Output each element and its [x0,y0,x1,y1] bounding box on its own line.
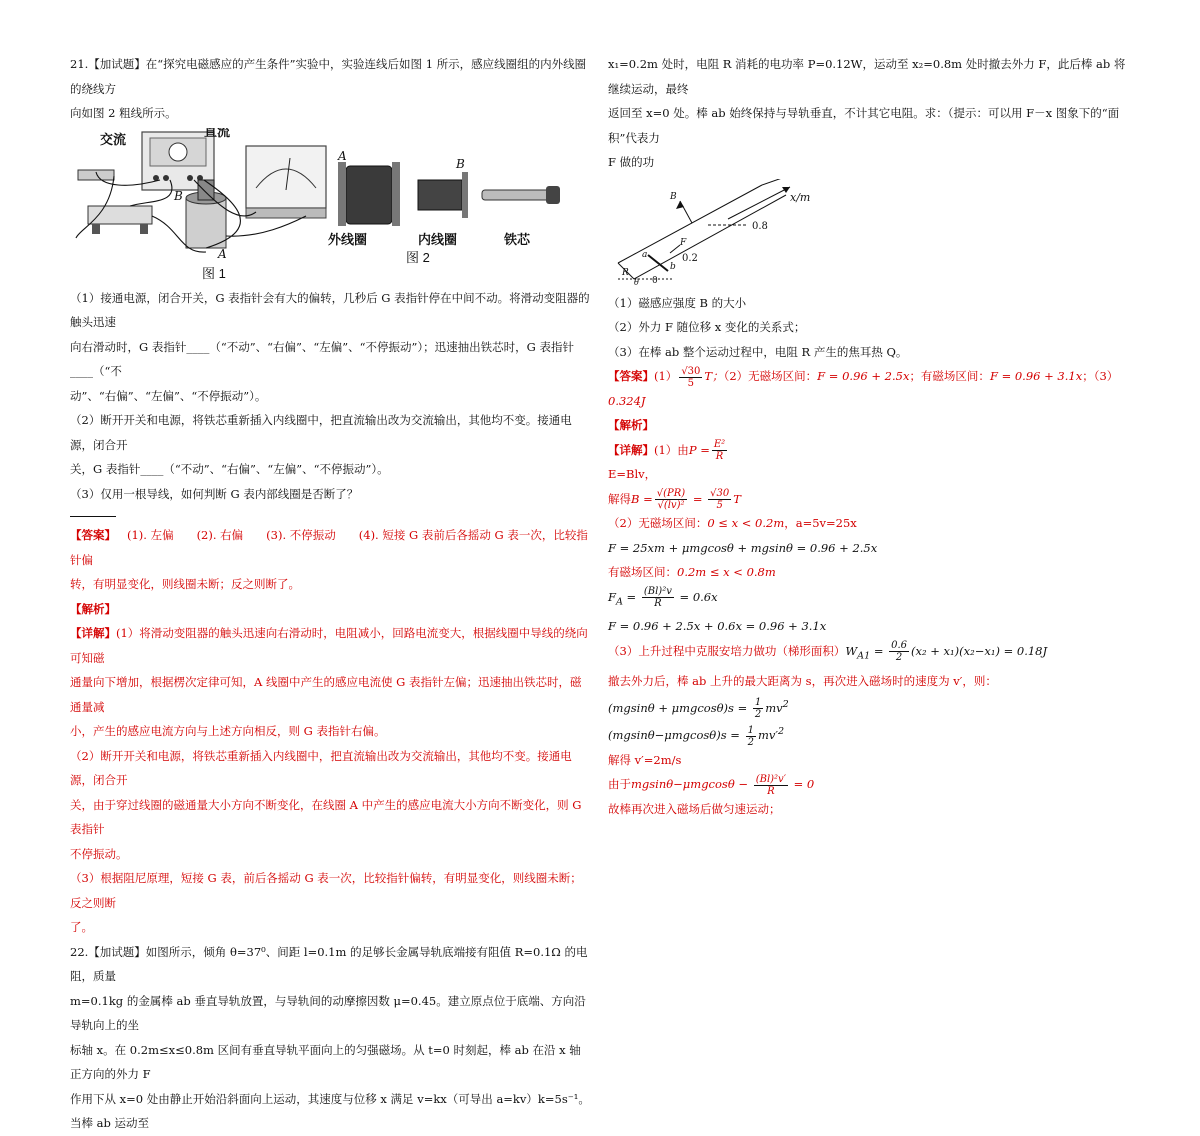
answer-separator [70,506,116,517]
q22-b: m=0.1kg 的金属棒 ab 垂直导轨放置，与导轨间的动摩擦因数 μ=0.45。建立原点位于底端、方向沿导轨向上的坐 [70,993,586,1032]
detail-r3-w-sub: A1 [857,650,871,662]
detail-r2-b: 有磁场区间： [608,565,677,579]
q21-part2-b: 关，G 表指针____（“不动”、“右偏”、“左偏”、“不停振动”）。 [70,462,389,476]
q22-d: 作用下从 x=0 处由静止开始沿斜面向上运动，其速度与位移 x 满足 v=kx（可导出 a=kv）k=5s⁻¹。当棒 ab 运动至 [70,1091,590,1130]
q21-part1-a: （1）接通电源，闭合开关，G 表指针会有大的偏转，几秒后 G 表指针停在中间不动。将滑动变阻器的触头迅速 [70,290,590,329]
detail-r3-w-tail: (x₂ + x₁)(x₂−x₁) = 0.18J [911,643,1048,658]
detail-r2-a-tail: ，a=5v=25x [784,516,857,530]
detail-r3-a: （3）上升过程中克服安培力做功（梯形面积） [608,643,846,658]
detail-r2-fa: F [608,589,616,604]
detail-r3-e: 故棒再次进入磁场后做匀速运动； [608,801,781,816]
answer-3-prefix: ；（3） [1082,369,1119,383]
answer-2-formula-1: F = 0.96 + 2.5x [817,369,910,383]
detail-r2-eq1: F = 25xm + μmgcosθ + mgsinθ = 0.96 + 2.5x [608,540,878,555]
detail-r3-eq2: (mgsinθ−μmgcosθ)s = [608,728,740,743]
detail-2-a: （2）断开开关和电源，将铁芯重新插入内线圈中，把直流输出改为交流输出，其他均不变。接通电源，闭合开 [70,748,572,787]
q22-c: 标轴 x。在 0.2m≤x≤0.8m 区间有垂直导轨平面向上的匀强磁场。从 t=0 时刻起，棒 ab 在沿 x 轴正方向的外力 F [70,1042,581,1081]
answer-1-unit: T； [704,369,724,383]
fig-label-08: 0.8 [752,220,768,232]
detail-1-b: 通量向下增加，根据楞次定律可知，A 线圈中产生的感应电流使 G 表指针左偏；迅速抽出铁芯时，磁通量减 [70,675,582,714]
detail-2-b: 关，由于穿过线圈的磁通量大小方向不断变化，在线圈 A 中产生的感应电流大小方向不断变化，则 G 表指针 [70,797,582,836]
detail-r3-d: 由于 [608,777,631,792]
answer-label-2: 【答案】 [608,369,654,383]
detail-r2-fa-sub: A [615,595,623,607]
sub-question-1: （1）磁感应强度 B 的大小 [608,295,747,310]
detail-r1-eq: P = [688,442,710,457]
q21-part3: （3）仅用一根导线，如何判断 G 表内部线圈是否断了？ [70,486,359,501]
analysis-label: 【解析】 [70,601,116,616]
q22-cont-2: 返回至 x=0 处。棒 ab 始终保持与导轨垂直，不计其它电阻。求：（提示：可以用 F－x 图象下的“面积”代表力 [608,106,1120,145]
q22-cont-3: F 做的功 [608,155,655,169]
left-column [70,52,592,1136]
outer-coil-label: 外线圈 [328,231,368,247]
experiment-figure [70,128,592,286]
answer-1-frac: $\frac{√30}{5}$ [681,365,701,389]
incline-figure [612,179,872,291]
detail-r1-sol: 解得 [608,491,631,506]
answer-text-a: (1). 左偏 (2). 右偏 (3). 不停振动 (4). 短接 G 表前后各摇动 G 表一次，比较指针偏 [70,528,588,567]
detail-label-2: 【详解】 [608,442,654,457]
detail-r3-d-math: mgsinθ−μmgcosθ − [631,777,749,792]
detail-r1-eblv: E=Blv， [608,467,657,481]
answer-2-formula-2: F = 0.96 + 3.1x [989,369,1083,383]
fig-label-f: F [680,237,687,248]
answer-1-prefix: (1） [654,369,678,383]
detail-r2-b-math: 0.2m ≤ x < 0.8m [677,565,776,579]
fig-label-a: a [642,249,648,260]
answer-3-value: 0.324J [608,393,646,408]
detail-3-a: （3）根据阻尼原理，短接 G 表，前后各摇动 G 表一次，比较指针偏转，有明显变化，则线圈未断；反之则断 [70,871,582,910]
detail-3-b: 了。 [70,920,93,934]
fig2-caption: 图 2 [406,249,430,265]
detail-r2-eq2: F = 0.96 + 2.5x + 0.6x = 0.96 + 3.1x [608,619,827,634]
detail-r3-d-tail: = 0 [793,777,815,792]
q21-part1-b: 向右滑动时，G 表指针____（“不动”、“右偏”、“左偏”、“不停振动”）；迅速抽出铁芯时，G 表指针____（“不 [70,339,574,378]
detail-1-a: (1）将滑动变阻器的触头迅速向右滑动时，电阻减小，回路电流变大，根据线圈中导线的绕向可知磁 [70,626,588,665]
answer-text-b: 转，有明显变化，则线圈未断；反之则断了。 [70,577,300,591]
fig-label-theta: θ [634,277,639,287]
detail-r3-eq1-tail: mv [765,700,783,715]
fig-label-b-field: B [670,191,677,202]
q21-intro: 21.【加试题】在“探究电磁感应的产生条件”实验中，实验连线后如图 1 所示，感应线圈组的内外线圈的绕线方 [70,57,587,96]
detail-r1-sqrt-frac: $\frac{√(PR)}{\text{√(lv)²}}$ [656,488,686,511]
label-b-left: B [174,188,183,203]
iron-core-label: 铁芯 [504,231,531,247]
answer-label: 【答案】 [70,528,116,542]
fig-label-zero: 0 [652,275,658,286]
detail-1-c: 小，产生的感应电流方向与上述方向相反，则 G 表指针右偏。 [70,724,386,738]
inner-coil-label: 内线圈 [418,231,458,247]
q21-intro-2: 向如图 2 粗线所示。 [70,106,177,120]
label-a-bottom: A [218,246,227,261]
detail-r3-w: W [845,643,858,658]
answer-2-mid: ；有磁场区间： [909,369,990,383]
detail-r3-d-frac: $\frac{\text{(Bl)²v′}}{R}$ [755,773,786,797]
sub-question-3: （3）在棒 ab 整个运动过程中，电阻 R 产生的焦耳热 Q。 [608,344,908,359]
fig-label-b-end: b [670,261,676,272]
fig1-caption: 图 1 [202,265,226,281]
detail-r3-frac: $\frac{0.6}{2}$ [891,640,908,664]
detail-label: 【详解】 [70,626,116,640]
experiment-illustration [70,128,592,286]
detail-r1-frac: $\frac{\text{E²}}{R}$ [713,439,726,462]
sub-question-2: （2）外力 F 随位移 x 变化的关系式； [608,320,806,334]
q22-a: 22.【加试题】如图所示，倾角 θ=37⁰、间距 l=0.1m 的足够长金属导轨底端接有阻值 R=0.1Ω 的电阻，质量 [70,944,588,983]
detail-r2-a: （2）无磁场区间： [608,516,708,530]
fig-label-x-axis: x/m [790,190,811,204]
q21-part1-c: 动”、“右偏”、“左偏”、“不停振动”）。 [70,388,267,403]
detail-r1-pre: (1）由 [654,442,689,457]
right-column: x₁=0.2m 处时，电阻 R 消耗的电功率 P=0.12W，运动至 x₂=0.8m 处时撤去外力 F，此后棒 ab 将继续运动，最终 返回至 x=0 处。棒 ab 始终保持与导轨垂直，不计其它电阻。求：（提示：可以用 F－x 图象下的“面积”代表力 F 做的功 B x/m 0.8 0.2 a F b R 0 θ （1）磁感应强度 B 的大小 （2）外力 F 随位移 x 变化的关系式； （3）在棒 ab 整个运动过程中，电阻 R 产生的焦耳热 Q。 【答案】(1） $\frac{√30}{5}$ T；（2）无磁场区间：F = 0.96 + 2.5x；有磁场区间：F = 0.96 + 3.1x；（3）0.324J 【解析】 【详解】(1）由P = $\frac{\text{E²}}{R}$ E=Blv， 解得B = $\frac{√(PR)}{\text{√(lv)²}}$ = $\frac{√30}{5}$ T （2）无磁场区间：0 ≤ x < 0.2m，a=5v=25x F = 25xm + μmgcosθ + mgsinθ = 0.96 + 2.5x 有磁场区间：0.2m ≤ x < 0.8m $F_A$ = $\frac{\text{(Bl)²v}}{R}$ = 0.6x F = 0.96 + 2.5x + 0.6x = 0.96 + 3.1x （3）上升过程中克服安培力做功（梯形面积）$W_{A1}$ = $\frac{0.6}{2}$ (x₂ + x₁)(x₂−x₁) = 0.18J 撤去外力后，棒 ab 上升的最大距离为 s，再次进入磁场时的速度为 v′，则： (mgsinθ + μmgcosθ)s = $\frac{1}{2}$ $mv^2$ (mgsinθ−μmgcosθ)s = $\frac{1}{2}$ $mv'^2$ 解得 v′=2m/s 由于mgsinθ−μmgcosθ − $\frac{\text{(Bl)²v′}}{R}$ = 0 故棒再次进入磁场后做匀速运动； [608,52,1130,821]
dc-label: 直流 [204,127,231,139]
q21-part2-a: （2）断开开关和电源，将铁芯重新插入内线圈中，把直流输出改为交流输出，其他均不变。接通电源，闭合开 [70,413,572,452]
label-a-top: A [338,148,347,163]
incline-diagram [612,179,872,291]
answer-2-prefix: （2）无磁场区间： [723,369,818,383]
detail-r1-result-frac: $\frac{√30}{5}$ [710,488,730,511]
detail-r3-eq1-frac: $\frac{1}{2}$ [754,697,762,721]
detail-r3-eq2-tail: mv′ [757,728,778,743]
fig-label-02: 0.2 [682,252,698,264]
fig-label-r: R [622,267,629,278]
label-b-top: B [456,156,465,171]
detail-r2-fa-tail: = 0.6x [679,589,718,604]
detail-r1-sol-b: B = [631,491,653,506]
ac-label: 交流 [100,131,127,147]
detail-r3-c: 解得 v′=2m/s [608,752,682,767]
detail-r1-unit: T [733,491,741,506]
detail-r2-fa-frac: $\frac{\text{(Bl)²v}}{R}$ [643,586,672,609]
detail-r3-eq2-frac: $\frac{1}{2}$ [747,724,754,748]
detail-r3-b: 撤去外力后，棒 ab 上升的最大距离为 s，再次进入磁场时的速度为 v′，则： [608,673,997,688]
detail-r3-eq1: (mgsinθ + μmgcosθ)s = [608,700,748,715]
detail-2-c: 不停振动。 [70,846,128,861]
detail-r2-a-math: 0 ≤ x < 0.2m [707,516,785,530]
analysis-label-2: 【解析】 [608,418,654,432]
q22-cont-1: x₁=0.2m 处时，电阻 R 消耗的电功率 P=0.12W，运动至 x₂=0.8m 处时撤去外力 F，此后棒 ab 将继续运动，最终 [608,57,1126,96]
